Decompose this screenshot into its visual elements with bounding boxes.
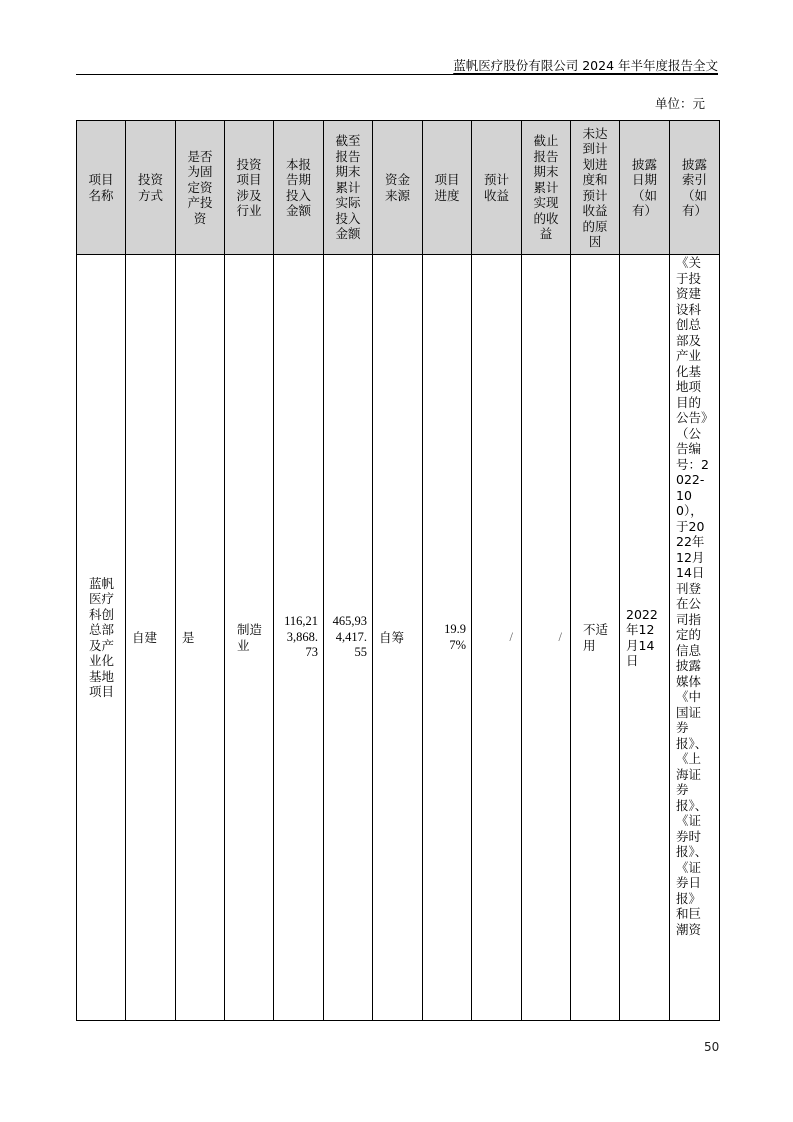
cell-disclosure-date [620,255,670,1021]
investment-table [76,120,720,1021]
disclosure-index: 《关于投资建设科创总部及产业化基地项目的公告》（公告编号：2022-100），于2022年12月14日刊登在公司指定的信息披露媒体《中国证券报》、《上海证券报》、《证券时报》、《证券日报》和巨潮资 [676,255,709,937]
cell-investment-method [126,255,176,1021]
cell-current-amount [274,255,324,1021]
cell-progress [423,255,472,1021]
is-fixed-asset: 是 [182,629,195,645]
column-header-label: 本报告期投入金额 [285,156,311,218]
cell-disclosure-index [670,255,720,1021]
cell-cumulative-amount [324,255,373,1021]
running-header [76,57,718,75]
cell-cumulative-return [522,255,571,1021]
column-header [472,121,522,255]
unit-label: 单位：元 [654,96,705,111]
table-header-row [77,121,720,255]
reason-not-met: 不适用 [583,622,609,653]
cell-funding-source [373,255,423,1021]
column-header-label: 预计收益 [483,172,509,203]
cumulative-amount: 465,934,417.55 [332,614,367,660]
column-header-label: 投资项目涉及行业 [236,156,262,218]
column-header-label: 是否为固定资产投资 [187,148,213,226]
cell-fixed-asset [176,255,225,1021]
column-header [324,121,373,255]
column-header-label: 截止报告期末累计实现的收益 [533,133,559,242]
column-header-label: 投资方式 [137,172,163,203]
column-header-label: 披露日期（如有） [631,156,657,218]
column-header [126,121,176,255]
column-header [620,121,670,255]
column-header [225,121,274,255]
industry: 制造业 [237,622,263,653]
column-header-label: 截至报告期末累计实际投入金额 [335,133,361,242]
disclosure-date: 2022年12月14日 [626,606,658,668]
column-header-label: 资金来源 [384,172,410,203]
column-header-label: 未达到计划进度和预计收益的原因 [582,125,608,249]
column-header [423,121,472,255]
cell-industry [225,255,274,1021]
column-header [274,121,324,255]
cell-reason [571,255,620,1021]
column-header [670,121,720,255]
column-header [373,121,423,255]
page-number: 50 [704,1040,720,1054]
report-title: 蓝帆医疗股份有限公司 2024 年半年度报告全文 [453,58,718,73]
cell-expected-return [472,255,522,1021]
investment-method: 自建 [132,629,158,645]
column-header-label: 项目名称 [88,172,114,203]
progress: 19.97% [444,622,466,652]
table-row [77,255,720,1021]
column-header [571,121,620,255]
funding-source: 自筹 [379,629,405,645]
project-name: 蓝帆医疗科创总部及产业化基地项目 [89,575,115,699]
column-header-label: 披露索引（如有） [681,156,707,218]
cell-project-name [77,255,126,1021]
current-period-amount: 116,213,868.73 [284,614,318,660]
column-header [176,121,225,255]
column-header [77,121,126,255]
column-header [522,121,571,255]
expected-return: / [509,629,513,644]
cumulative-return: / [558,629,562,644]
column-header-label: 项目进度 [434,172,460,203]
